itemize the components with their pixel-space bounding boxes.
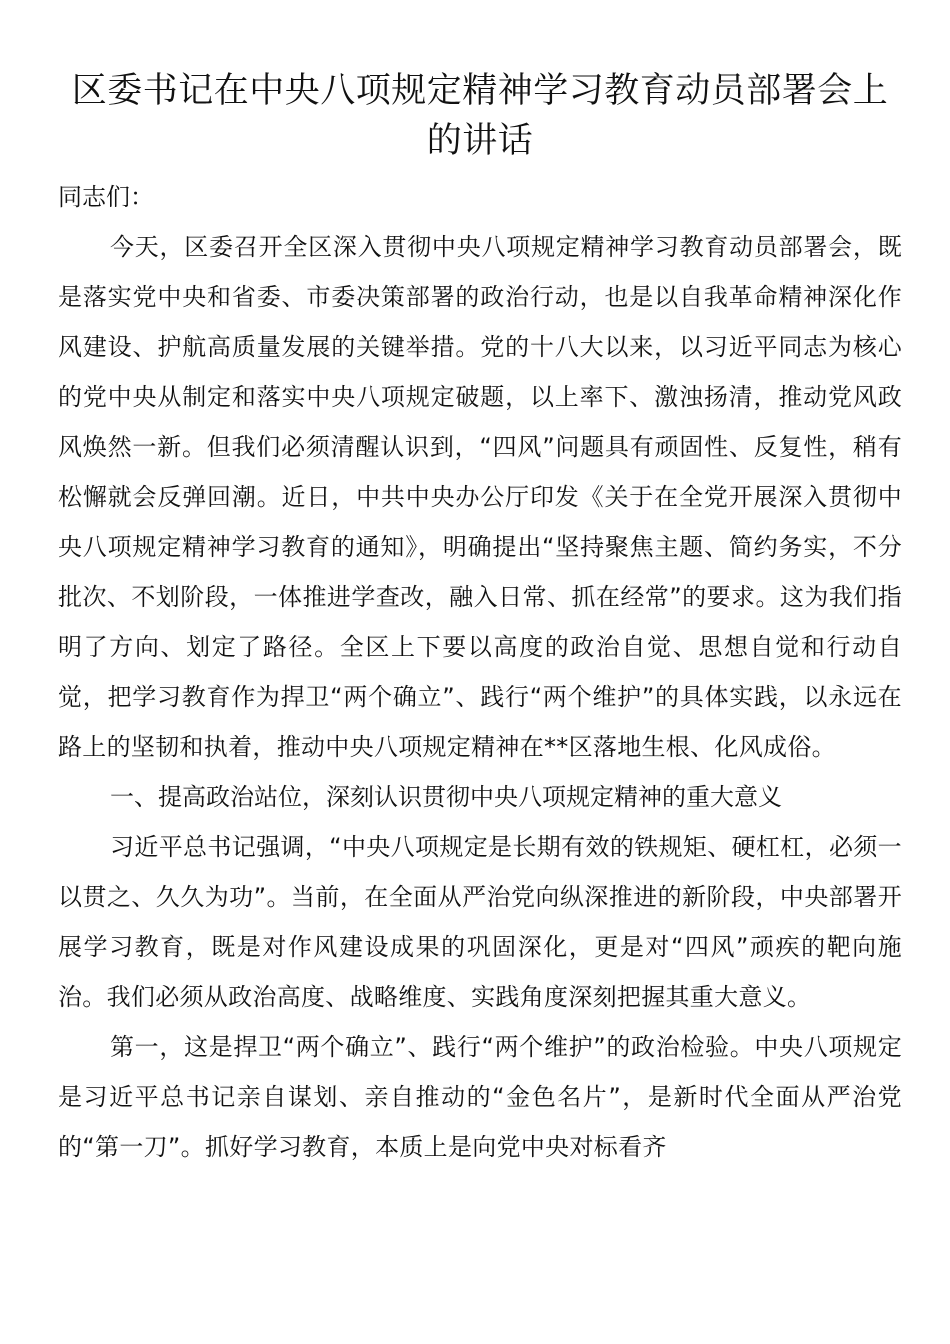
section-paragraph: 习近平总书记强调，“中央八项规定是长期有效的铁规矩、硬杠杠，必须一以贯之、久久为功”。当前，在全面从严治党向纵深推进的新阶段，中央部署开展学习教育，既是对作风建设成果的巩固深化，更是对“四风”顽疾的靶向施治。我们必须从政治高度、战略维度、实践角度深刻把握其重大意义。 [58,833,902,1011]
intro-paragraph: 今天，区委召开全区深入贯彻中央八项规定精神学习教育动员部署会，既是落实党中央和省委、市委决策部署的政治行动，也是以自我革命精神深化作风建设、护航高质量发展的关键举措。党的十八大以来，以习近平同志为核心的党中央从制定和落实中央八项规定破题，以上率下、激浊扬清，推动党风政风焕然一新。但我们必须清醒认识到，“四风”问题具有顽固性、反复性，稍有松懈就会反弹回潮。近日，中共中央办公厅印发《关于在全党开展深入贯彻中央八项规定精神学习教育的通知》，明确提出“坚持聚焦主题、简约务实，不分批次、不划阶段，一体推进学查改，融入日常、抓在经常”的要求。这为我们指明了方向、划定了路径。全区上下要以高度的政治自觉、思想自觉和行动自觉，把学习教育作为捍卫“两个确立”、践行“两个维护”的具体实践，以永远在路上的坚韧和执着，推动中央八项规定精神在**区落地生根、化风成俗。 [58,233,902,761]
section-paragraph: 第一，这是捍卫“两个确立”、践行“两个维护”的政治检验。中央八项规定是习近平总书记亲自谋划、亲自推动的“金色名片”，是新时代全面从严治党的“第一刀”。抓好学习教育，本质上是向党中央对标看齐 [58,1033,902,1161]
section-heading: 一、提高政治站位，深刻认识贯彻中央八项规定精神的重大意义 [110,783,782,811]
greeting: 同志们： [58,183,154,211]
document-title: 区委书记在中央八项规定精神学习教育动员部署会上的讲话 [71,71,889,161]
